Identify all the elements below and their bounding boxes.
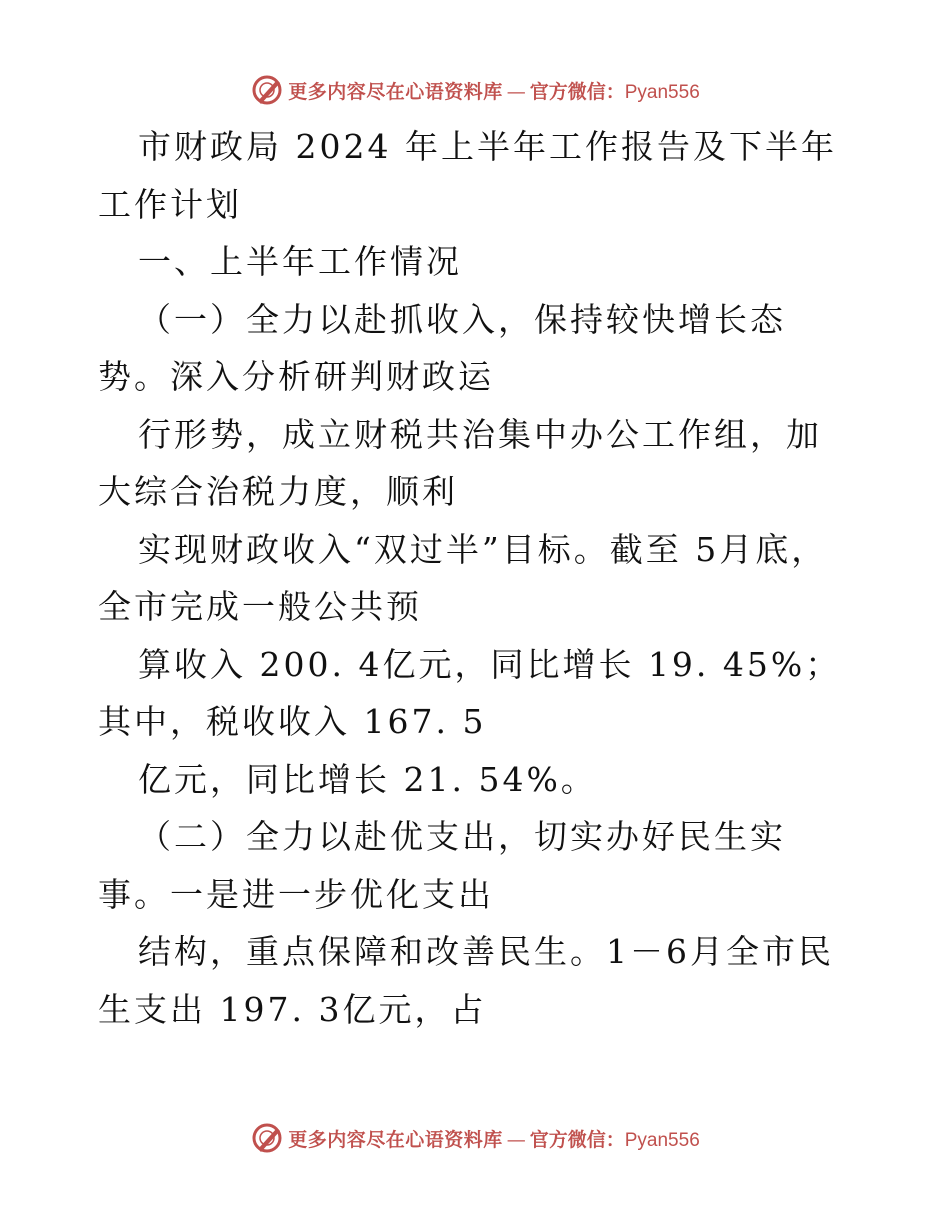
paragraph-line: （一）全力以赴抓收入，保持较快增长态势。深入分析研判财政运	[98, 299, 786, 396]
watermark-wechat-label: 官方微信：	[529, 1128, 625, 1151]
paragraph-line: （二）全力以赴优支出，切实办好民生实事。一是进一步优化支出	[98, 817, 786, 914]
watermark-wechat-id: Pyan556	[624, 81, 700, 103]
watermark-footer	[0, 1118, 950, 1158]
document-title: 市财政局 2024 年上半年工作报告及下半年工作计划	[98, 127, 837, 224]
watermark-header	[0, 70, 950, 110]
pen-circle-logo-icon	[250, 1121, 284, 1155]
watermark-separator: —	[506, 80, 526, 103]
document-body	[98, 118, 854, 1038]
watermark-separator: —	[506, 1128, 526, 1151]
paragraph-line: 实现财政收入“双过半”目标。截至 5月底，全市完成一般公共预	[98, 529, 828, 626]
watermark-wechat-label: 官方微信：	[529, 80, 625, 103]
paragraph-line: 一、上半年工作情况	[138, 242, 462, 281]
paragraph-line: 行形势，成立财税共治集中办公工作组，加大综合治税力度，顺利	[98, 414, 822, 511]
paragraph-line: 算收入 200. 4亿元，同比增长 19. 45%；其中，税收收入 167. 5	[98, 644, 842, 741]
pen-circle-logo-icon	[250, 73, 284, 107]
watermark-brand: 更多内容尽在心语资料库	[288, 1128, 503, 1151]
paragraph-line: 结构，重点保障和改善民生。1－6月全市民生支出 197. 3亿元，占	[98, 932, 834, 1029]
paragraph-line: 亿元，同比增长 21. 54%。	[138, 759, 597, 799]
watermark-brand: 更多内容尽在心语资料库	[288, 80, 503, 103]
watermark-wechat-id: Pyan556	[624, 1129, 700, 1151]
